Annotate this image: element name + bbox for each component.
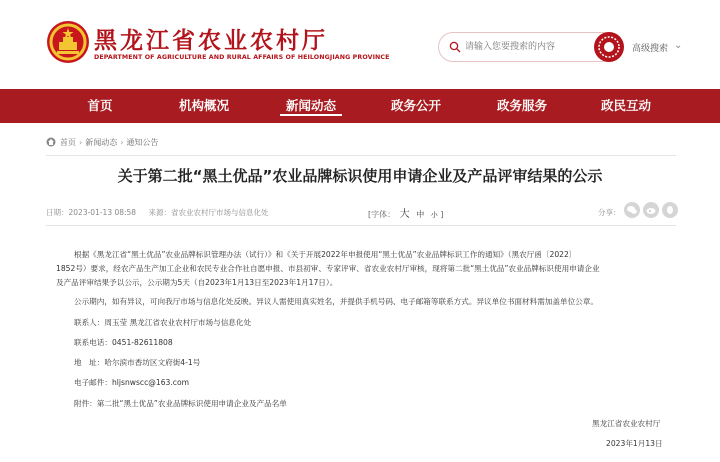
breadcrumb-notice[interactable]: 通知公告 [126, 137, 159, 147]
font-size-big[interactable]: 大 [399, 209, 410, 220]
article-source: 来源：省农业农村厅市场与信息化处 [148, 208, 269, 217]
breadcrumb-separator: › [79, 137, 83, 147]
breadcrumb-news[interactable]: 新闻动态 [85, 137, 118, 147]
site-name[interactable]: 黑龙江省农业农村厅 [94, 28, 328, 54]
nav-item-home[interactable]: 首页 [87, 98, 113, 113]
divider [46, 225, 676, 226]
contact-address: 地 址：哈尔滨市香坊区文府街4-1号 [74, 358, 201, 367]
attachment-link[interactable]: 附件：第二批“黑土优品”农业品牌标识使用申请企业及产品名单 [74, 399, 287, 408]
share-label: 分享： [598, 208, 621, 217]
chevron-down-icon[interactable]: ⌄ [674, 40, 683, 51]
font-size-small[interactable]: 小 [430, 211, 438, 219]
search-input[interactable] [465, 39, 595, 55]
nav-item-interaction[interactable]: 政民互动 [600, 98, 651, 113]
signature-date: 2023年1月13日 [606, 439, 663, 448]
divider [46, 155, 676, 156]
contact-person: 联系人：周玉莹 黑龙江省农业农村厅市场与信息化处 [74, 318, 252, 327]
font-size-switcher [368, 205, 443, 220]
site-name-en: DEPARTMENT OF AGRICULTURE AND RURAL AFFAIRS OF HEILONGJIANG PROVINCE [94, 54, 390, 61]
share-wechat-icon[interactable] [624, 202, 640, 218]
home-icon [46, 137, 56, 147]
contact-email: 电子邮件：hljsnwscc@163.com [74, 378, 190, 387]
breadcrumb-home[interactable]: 首页 [60, 137, 76, 147]
article-date: 日期：2023-01-13 08:58 [46, 208, 137, 217]
article-meta [46, 207, 268, 218]
search-icon[interactable] [449, 41, 461, 53]
font-size-medium[interactable]: 中 [416, 210, 425, 219]
share-weibo-icon[interactable] [643, 202, 659, 218]
page-title: 关于第二批“黑土优品”农业品牌标识使用申请企业及产品评审结果的公示 [117, 167, 603, 185]
contact-phone: 联系电话：0451-82611808 [74, 338, 173, 347]
font-size-label: [字体： [368, 210, 396, 219]
nav-item-services[interactable]: 政务服务 [496, 98, 547, 113]
article-paragraph-line: 1852号）要求，经农产品生产加工企业和农民专业合作社自愿申报、市县初审、专家评审、省农业农村厅审核，现将第二批“黑土优品”农业品牌标识使用申请企业 [56, 264, 600, 273]
site-header [0, 0, 720, 88]
article-paragraph-line: 及产品评审结果予以公示，公示期为5天（自2023年1月13日至2023年1月17日）。 [56, 278, 338, 287]
article-paragraph-line: 根据《黑龙江省“黑土优品”农业品牌标识管理办法（试行）》和《关于开展2022年申报使用“黑土优品”农业品牌标识工作的通知》（黑农厅函〔2022〕 [74, 250, 577, 259]
nav-item-about[interactable]: 机构概况 [178, 98, 229, 113]
breadcrumb-separator: › [120, 137, 124, 147]
search-box[interactable] [438, 32, 618, 62]
advanced-search-link[interactable]: 高级搜索 [632, 44, 669, 54]
nav-item-news[interactable]: 新闻动态 [280, 89, 342, 123]
nav-item-public-affairs[interactable]: 政务公开 [390, 98, 441, 113]
signature-org: 黑龙江省农业农村厅 [592, 419, 661, 428]
main-nav [0, 89, 720, 123]
search-badge-icon[interactable] [593, 31, 625, 63]
breadcrumb [46, 135, 158, 149]
font-size-close: ] [440, 210, 444, 219]
national-emblem-icon[interactable] [46, 20, 90, 64]
article-paragraph-line: 公示期内，如有异议，可向我厅市场与信息化处反映。异议人需使用真实姓名，并提供手机号码、电子邮箱等联系方式。异议单位书面材料需加盖单位公章。 [74, 297, 598, 306]
share-qq-icon[interactable] [662, 202, 678, 218]
